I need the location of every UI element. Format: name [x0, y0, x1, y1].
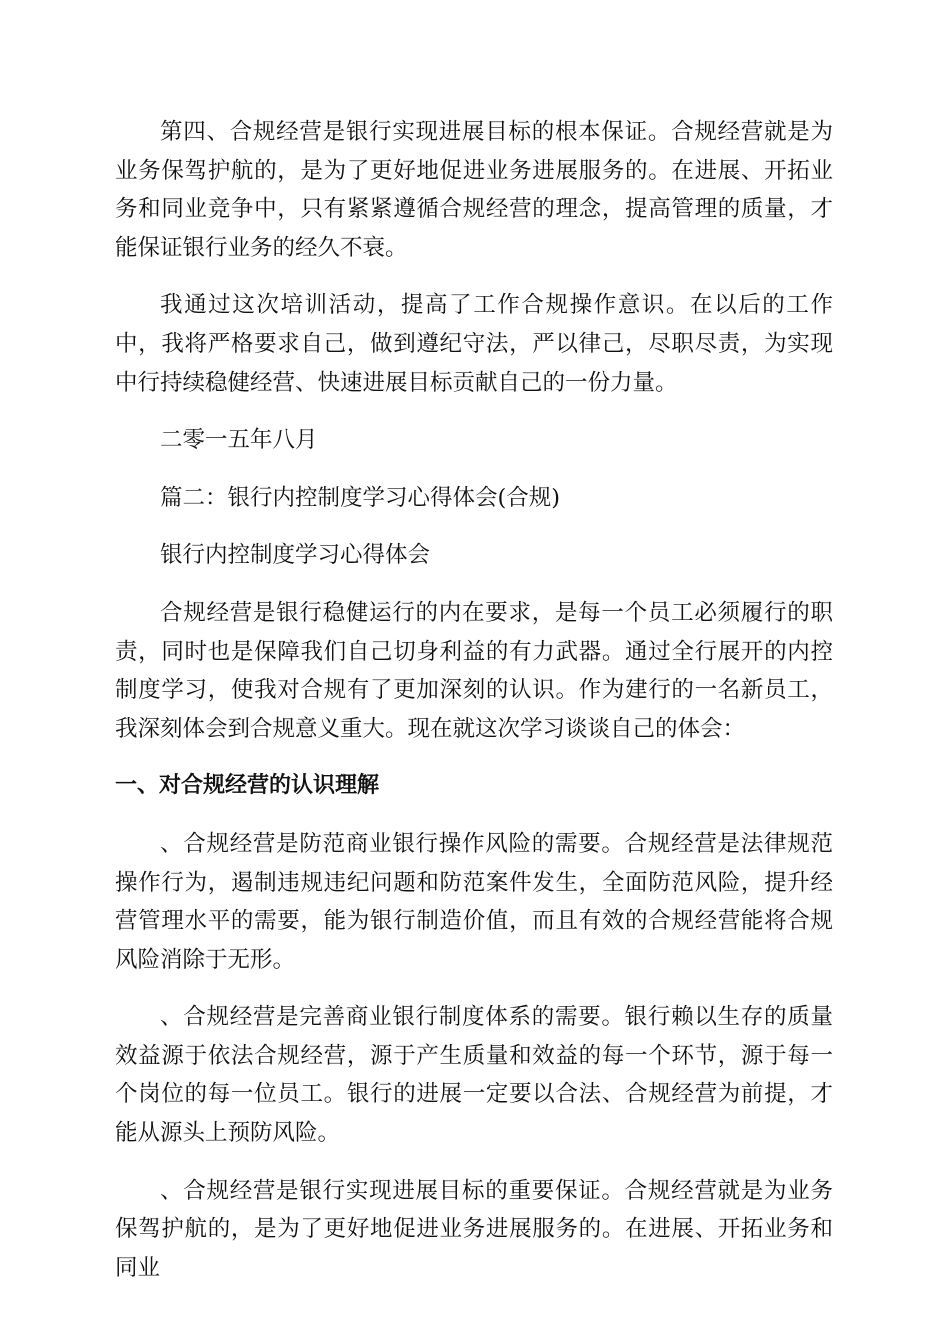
paragraph-article-title: 银行内控制度学习心得体会 [160, 542, 431, 569]
paragraph-point-risk: 、合规经营是防范商业银行操作风险的需要。合规经营是法律规范操作行为，遏制违规违纪问题和防范案件发生，全面防范风险，提升经营管理水平的需要，能为银行制造价值，而且有效的合规经营能将合规风险消除于无形。 [115, 830, 833, 973]
paragraph-introduction: 合规经营是银行稳健运行的内在要求，是每一个员工必须履行的职责，同时也是保障我们自己切身利益的有力武器。通过全行展开的内控制度学习，使我对合规有了更加深刻的认识。作为建行的一名新员工，我深刻体会到合规意义重大。现在就这次学习谈谈自己的体会： [115, 599, 833, 742]
paragraph-training-reflection: 我通过这次培训活动，提高了工作合规操作意识。在以后的工作中，我将严格要求自己，做到遵纪守法，严以律己，尽职尽责，为实现中行持续稳健经营、快速进展目标贡献自己的一份力量。 [115, 292, 833, 396]
document-body [115, 113, 833, 1306]
paragraph-chapter-title: 篇二：银行内控制度学习心得体会(合规) [160, 484, 561, 511]
section-heading: 一、对合规经营的认识理解 [115, 773, 380, 799]
paragraph-fourth-point: 第四、合规经营是银行实现进展目标的根本保证。合规经营就是为业务保驾护航的，是为了更好地促进业务进展服务的。在进展、开拓业务和同业竞争中，只有紧紧遵循合规经营的理念，提高管理的质量，才能保证银行业务的经久不衰。 [115, 119, 833, 261]
paragraph-point-goal: 、合规经营是银行实现进展目标的重要保证。合规经营就是为业务保驾护航的，是为了更好地促进业务进展服务的。在进展、开拓业务和同业 [115, 1177, 833, 1281]
paragraph-point-system: 、合规经营是完善商业银行制度体系的需要。银行赖以生存的质量效益源于依法合规经营，源于产生质量和效益的每一个环节，源于每一个岗位的每一位员工。银行的进展一定要以合法、合规经营为前提，才能从源头上预防风险。 [115, 1004, 833, 1147]
paragraph-date: 二零一五年八月 [160, 427, 318, 454]
